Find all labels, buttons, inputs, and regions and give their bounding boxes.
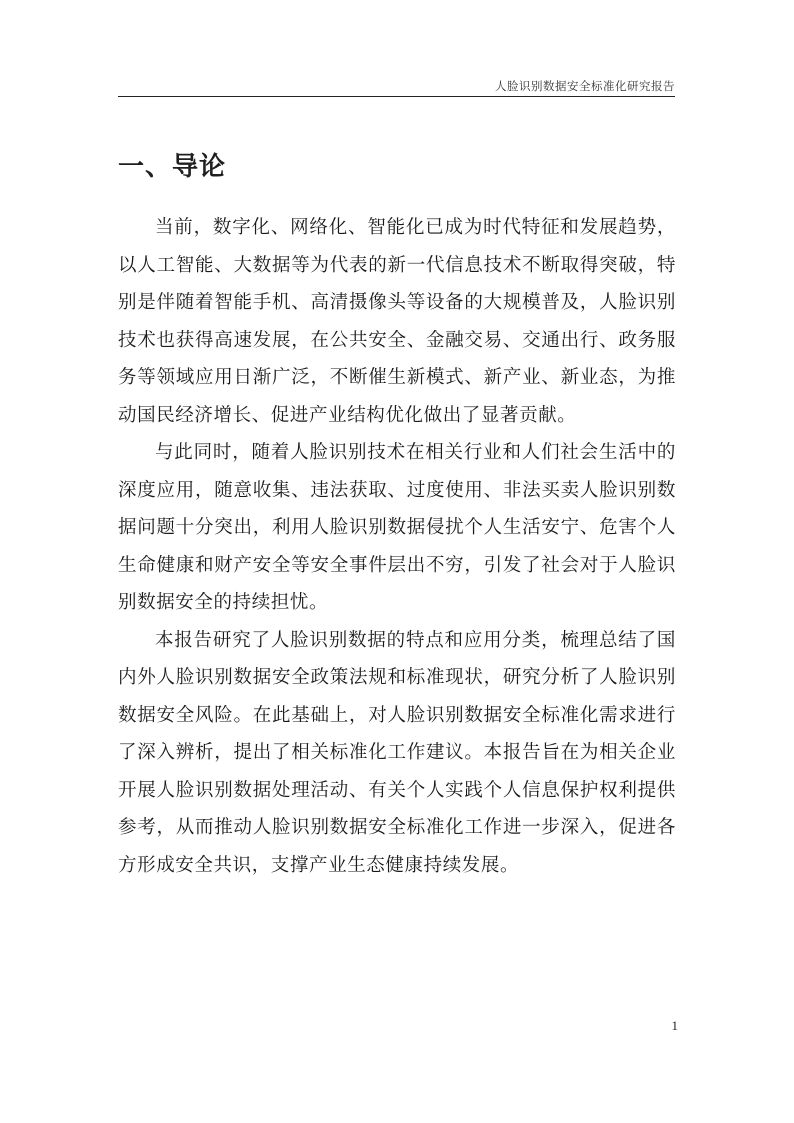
body-text [118, 209, 676, 884]
header-divider [118, 96, 675, 97]
page-number: 1 [671, 1018, 678, 1033]
section-heading: 一、导论 [118, 152, 227, 182]
running-header-title: 人脸识别数据安全标准化研究报告 [495, 79, 675, 93]
paragraph: 本报告研究了人脸识别数据的特点和应用分类，梳理总结了国内外人脸识别数据安全政策法规和标准现状，研究分析了人脸识别数据安全风险。在此基础上，对人脸识别数据安全标准化需求进行了深入辨析，提出了相关标准化工作建议。本报告旨在为相关企业开展人脸识别数据处理活动、有关个人实践个人信息保护权利提供参考，从而推动人脸识别数据安全标准化工作进一步深入，促进各方形成安全共识，支撑产业生态健康持续发展。 [118, 629, 676, 876]
paragraph: 当前，数字化、网络化、智能化已成为时代特征和发展趋势，以人工智能、大数据等为代表的新一代信息技术不断取得突破，特别是伴随着智能手机、高清摄像头等设备的大规模普及，人脸识别技术也获得高速发展，在公共安全、金融交易、交通出行、政务服务等领域应用日渐广泛，不断催生新模式、新产业、新业态，为推动国民经济增长、促进产业结构优化做出了显著贡献。 [118, 217, 676, 426]
paragraph: 与此同时，随着人脸识别技术在相关行业和人们社会生活中的深度应用，随意收集、违法获取、过度使用、非法买卖人脸识别数据问题十分突出，利用人脸识别数据侵扰个人生活安宁、危害个人生命健康和财产安全等安全事件层出不穷，引发了社会对于人脸识别数据安全的持续担忧。 [118, 442, 676, 613]
